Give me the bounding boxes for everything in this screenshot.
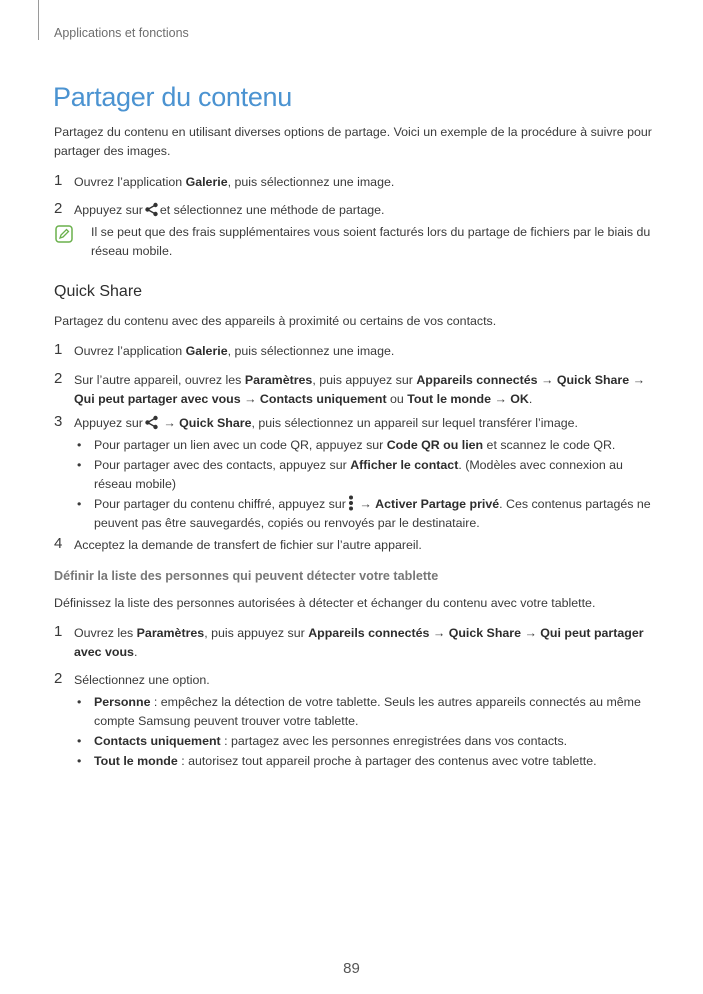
list-text: . Ces contenus partagés ne peuvent pas être sauvegardés, copiés ou renvoyés par le destinataire.	[94, 497, 651, 530]
list-text: Pour partager du contenu chiffré, appuyez sur	[94, 497, 346, 511]
ui-term: Quick Share	[556, 373, 630, 387]
note-pencil-icon	[55, 225, 73, 243]
ui-term: Appareils connectés	[308, 626, 430, 640]
step-text: Appuyez sur	[74, 203, 143, 217]
list-text: Pour partager un lien avec un code QR, appuyez sur	[94, 438, 387, 452]
step-text: Ouvrez l’application	[74, 175, 186, 189]
quick-share-step-4	[54, 536, 653, 555]
list-text: Pour partager avec des contacts, appuyez sur	[94, 458, 351, 472]
running-head: Applications et fonctions	[54, 26, 189, 40]
step-number: 1	[54, 623, 63, 640]
step-number: 3	[54, 413, 63, 430]
list-item	[74, 732, 653, 751]
step-text: , puis sélectionnez une image.	[227, 175, 395, 189]
quick-share-step-1	[54, 342, 653, 361]
arrow: →	[629, 373, 645, 387]
share-step-2	[54, 201, 653, 220]
share-step-1	[54, 173, 653, 192]
step-number: 1	[54, 172, 63, 189]
list-item	[74, 495, 653, 533]
ui-term: Appareils connectés	[416, 373, 538, 387]
page-number: 89	[343, 960, 360, 977]
ui-term: Personne	[94, 695, 151, 709]
more-options-icon	[347, 495, 355, 511]
step-number: 1	[54, 341, 63, 358]
list-item	[74, 456, 653, 494]
ui-term: Paramètres	[136, 626, 205, 640]
page-title: Partager du contenu	[53, 82, 292, 112]
ui-term: Galerie	[185, 344, 228, 358]
step-text: et sélectionnez une méthode de partage.	[159, 203, 385, 217]
ui-term: Galerie	[185, 175, 228, 189]
step-number: 4	[54, 535, 63, 552]
margin-rule	[38, 0, 39, 40]
step-number: 2	[54, 670, 63, 687]
ui-term: Activer Partage privé	[375, 497, 500, 511]
arrow: →	[355, 497, 376, 511]
ui-term: Afficher le contact	[350, 458, 459, 472]
ui-term: OK	[510, 392, 529, 406]
ui-term: Code QR ou lien	[386, 438, 484, 452]
step-number: 2	[54, 200, 63, 217]
quick-share-bullets	[74, 436, 653, 534]
step-text: .	[133, 645, 138, 659]
ui-term: Tout le monde	[94, 754, 178, 768]
step-text: Appuyez sur	[74, 416, 143, 430]
list-item	[74, 436, 653, 455]
arrow: →	[537, 373, 557, 387]
list-item	[74, 752, 653, 771]
step-text: Ouvrez l’application	[74, 344, 186, 358]
ui-term: Paramètres	[244, 373, 313, 387]
ui-term: Tout le monde	[407, 392, 492, 406]
step-text: Ouvrez les	[74, 626, 137, 640]
list-text: : empêchez la détection de votre tablette. Seuls les autres appareils connectés au même compte Samsung peuvent trouver votre tablette.	[94, 695, 641, 728]
ui-term: Quick Share	[448, 626, 521, 640]
section-heading-quick-share: Quick Share	[54, 283, 143, 300]
quick-share-step-2	[54, 371, 653, 409]
quick-share-step-3	[54, 414, 653, 433]
list-text: et scannez le code QR.	[483, 438, 616, 452]
step-text: Sélectionnez une option.	[74, 673, 210, 687]
share-icon	[144, 415, 159, 430]
step-text: Acceptez la demande de transfert de fichier sur l’autre appareil.	[74, 538, 422, 552]
step-number: 2	[54, 370, 63, 387]
list-item	[74, 693, 653, 731]
step-text: , puis sélectionnez un appareil sur lequel transférer l’image.	[251, 416, 578, 430]
arrow: →	[159, 416, 180, 430]
arrow: →	[491, 392, 511, 406]
step-text: ou	[386, 392, 408, 406]
visibility-step-2	[54, 671, 653, 690]
step-text: .	[528, 392, 533, 406]
arrow: →	[521, 626, 541, 640]
step-text: , puis appuyez sur	[312, 373, 417, 387]
step-text: , puis appuyez sur	[204, 626, 309, 640]
list-text: . (Modèles avec connexion au réseau mobile)	[94, 458, 623, 491]
step-text: , puis sélectionnez une image.	[227, 344, 395, 358]
note-text: Il se peut que des frais supplémentaires vous soient facturés lors du partage de fichiers par le biais du réseau mobile.	[91, 225, 651, 258]
ui-term: Qui peut partager avec vous	[74, 626, 644, 659]
visibility-intro: Définissez la liste des personnes autorisées à détecter et échanger du contenu avec votre tablette.	[54, 596, 596, 610]
ui-term: Quick Share	[179, 416, 252, 430]
share-icon	[144, 202, 159, 217]
ui-term: Contacts uniquement	[94, 734, 221, 748]
arrow: →	[429, 626, 449, 640]
subsection-heading: Définir la liste des personnes qui peuvent détecter votre tablette	[54, 569, 439, 583]
list-text: : partagez avec les personnes enregistrées dans vos contacts.	[220, 734, 568, 748]
note-block	[54, 223, 653, 261]
ui-term: Qui peut partager avec vous	[74, 392, 241, 406]
list-text: : autorisez tout appareil proche à partager des contenus avec votre tablette.	[177, 754, 597, 768]
ui-term: Contacts uniquement	[259, 392, 387, 406]
arrow: →	[240, 392, 260, 406]
visibility-options	[74, 693, 653, 772]
visibility-step-1	[54, 624, 653, 662]
step-text: Sur l’autre appareil, ouvrez les	[74, 373, 245, 387]
quick-share-intro: Partagez du contenu avec des appareils à proximité ou certains de vos contacts.	[54, 314, 497, 328]
intro-paragraph: Partagez du contenu en utilisant diverses options de partage. Voici un exemple de la procédure à suivre pour partager des images.	[54, 125, 652, 158]
